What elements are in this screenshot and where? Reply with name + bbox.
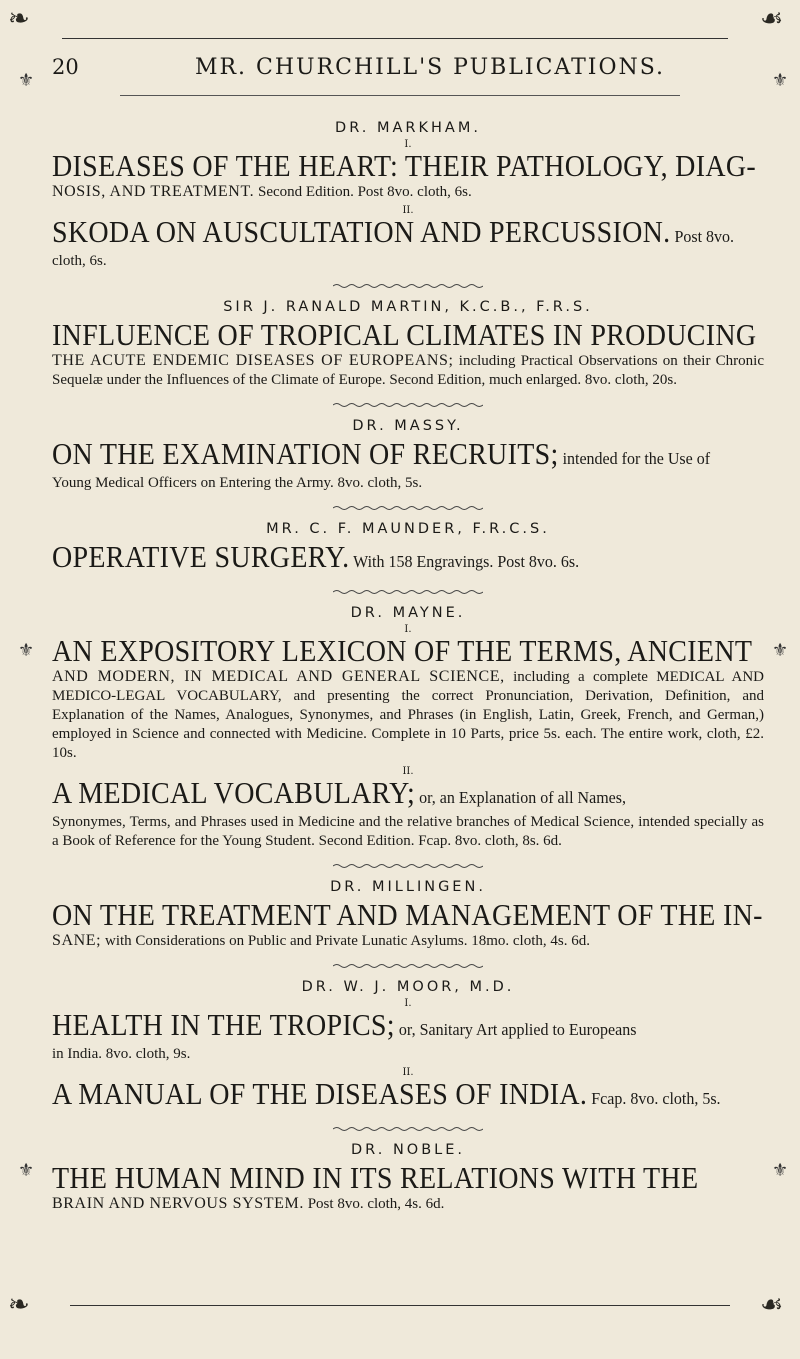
corner-ornament-top-left: ❧: [8, 4, 30, 34]
publication: [52, 206, 764, 271]
left-margin-ornament: ⚜: [18, 70, 35, 91]
author-entry: [52, 299, 764, 390]
corner-ornament-top-right: ☙: [760, 4, 784, 34]
work-numeral: II.: [402, 205, 414, 216]
author-entry: [52, 879, 764, 951]
publication: [52, 319, 764, 390]
wavy-divider: [333, 863, 483, 869]
top-border-rule: [62, 38, 728, 39]
work-description: including a complete MEDICAL AND MEDICO-LEGAL VOCABULARY, and presenting the correct Pronunciation, Derivation, Definition, and Explanation of the Names, Analogues, Synonymes, and Phrases (in English, Latin, Greek, French, and German,) employed in Science and connected with Medicine. Complete in 10 Parts, price 5s. each. The entire work, cloth, £2. 10s.: [52, 669, 764, 761]
author-name: DR. NOBLE.: [351, 1142, 465, 1158]
work-inline-note: Fcap. 8vo. cloth, 5s.: [587, 1089, 721, 1109]
work-title: A MANUAL OF THE DISEASES OF INDIA.: [52, 1078, 588, 1112]
work-description: with Considerations on Public and Private Lunatic Asylums. 18mo. cloth, 4s. 6d.: [101, 933, 590, 949]
header-rule: [120, 95, 680, 96]
work-title: HEALTH IN THE TROPICS;: [52, 1009, 395, 1043]
wavy-divider: [333, 963, 483, 969]
work-title: THE HUMAN MIND IN ITS RELATIONS WITH THE: [52, 1162, 699, 1196]
publication: [52, 899, 764, 951]
right-margin-ornament: ⚜: [772, 1160, 789, 1181]
author-name: DR. MASSY.: [352, 418, 464, 434]
work-title: ON THE TREATMENT AND MANAGEMENT OF THE IN-: [52, 899, 763, 933]
work-title: A MEDICAL VOCABULARY;: [52, 777, 416, 811]
work-numeral: II.: [402, 766, 414, 777]
author-entry: [52, 120, 764, 271]
page-number: 20: [52, 55, 79, 79]
work-title: SKODA ON AUSCULTATION AND PERCUSSION.: [52, 216, 671, 250]
work-title-continuation: SANE;: [52, 932, 102, 949]
wavy-divider: [333, 402, 483, 408]
work-description: including Practical Observations on their Chronic Sequelæ under the Influences of the Climate of Europe. Second Edition, much enlarged. 8vo. cloth, 20s.: [52, 353, 764, 388]
running-head: MR. CHURCHILL'S PUBLICATIONS.: [194, 55, 666, 80]
work-description: Post 8vo. cloth, 4s. 6d.: [303, 1196, 445, 1212]
work-numeral: I.: [404, 998, 412, 1009]
publication: [52, 767, 764, 851]
work-title-continuation: AND MODERN, IN MEDICAL AND GENERAL SCIENCE,: [52, 668, 505, 685]
work-description: Second Edition. Post 8vo. cloth, 6s.: [254, 184, 472, 200]
author-name: DR. W. J. MOOR, M.D.: [301, 979, 515, 995]
author-entry: [52, 418, 764, 493]
author-entry: [52, 605, 764, 851]
work-inline-note: or, Sanitary Art applied to Europeans: [394, 1020, 637, 1040]
work-title-continuation: THE ACUTE ENDEMIC DISEASES OF EUROPEANS;: [52, 352, 454, 369]
publication-list: [52, 120, 764, 1214]
author-name: DR. MAYNE.: [350, 605, 466, 621]
publication: [52, 625, 764, 763]
wavy-divider: [333, 589, 483, 595]
work-description: in India. 8vo. cloth, 9s.: [52, 1046, 191, 1062]
bottom-border-rule: [70, 1305, 730, 1306]
author-entry: [52, 521, 764, 577]
publication: [52, 999, 764, 1064]
author-entry: [52, 979, 764, 1114]
author-name: DR. MARKHAM.: [335, 120, 481, 136]
work-title-continuation: NOSIS, AND TREATMENT.: [52, 183, 255, 200]
wavy-divider: [333, 505, 483, 511]
wavy-divider: [333, 283, 483, 289]
wavy-divider: [333, 1126, 483, 1132]
work-title-continuation: BRAIN AND NERVOUS SYSTEM.: [52, 1195, 304, 1212]
work-inline-note: Post 8vo.: [670, 227, 735, 247]
work-inline-note: or, an Explanation of all Names,: [415, 788, 626, 808]
work-inline-note: With 158 Engravings. Post 8vo. 6s.: [349, 552, 580, 572]
work-title: INFLUENCE OF TROPICAL CLIMATES IN PRODUCING: [52, 319, 757, 353]
work-description: Young Medical Officers on Entering the Army. 8vo. cloth, 5s.: [52, 475, 423, 491]
author-name: MR. C. F. MAUNDER, F.R.C.S.: [266, 521, 550, 537]
work-numeral: II.: [402, 1067, 414, 1078]
corner-ornament-bottom-right: ☙: [760, 1290, 784, 1320]
left-margin-ornament: ⚜: [18, 1160, 35, 1181]
corner-ornament-bottom-left: ❧: [8, 1290, 30, 1320]
author-name: DR. MILLINGEN.: [330, 879, 486, 895]
work-title: OPERATIVE SURGERY.: [52, 541, 350, 575]
work-title: DISEASES OF THE HEART: THEIR PATHOLOGY, DIAG-: [52, 150, 756, 184]
work-description: Synonymes, Terms, and Phrases used in Medicine and the relative branches of Medical Science, intended specially as a Book of Reference for the Young Student. Second Edition. Fcap. 8vo. cloth, 8s. 6d.: [52, 814, 764, 849]
right-margin-ornament: ⚜: [772, 640, 789, 661]
author-entry: [52, 1142, 764, 1214]
publication: [52, 140, 764, 202]
work-description: cloth, 6s.: [52, 253, 107, 269]
work-numeral: I.: [404, 139, 412, 150]
work-inline-note: intended for the Use of: [558, 449, 711, 469]
publication: [52, 1162, 764, 1214]
work-title: AN EXPOSITORY LEXICON OF THE TERMS, ANCIENT: [52, 635, 753, 669]
right-margin-ornament: ⚜: [772, 70, 789, 91]
author-name: SIR J. RANALD MARTIN, K.C.B., F.R.S.: [223, 299, 593, 315]
publication: [52, 541, 764, 577]
publication: [52, 438, 764, 493]
left-margin-ornament: ⚜: [18, 640, 35, 661]
work-numeral: I.: [404, 624, 412, 635]
publication: [52, 1068, 764, 1114]
work-title: ON THE EXAMINATION OF RECRUITS;: [52, 438, 559, 472]
